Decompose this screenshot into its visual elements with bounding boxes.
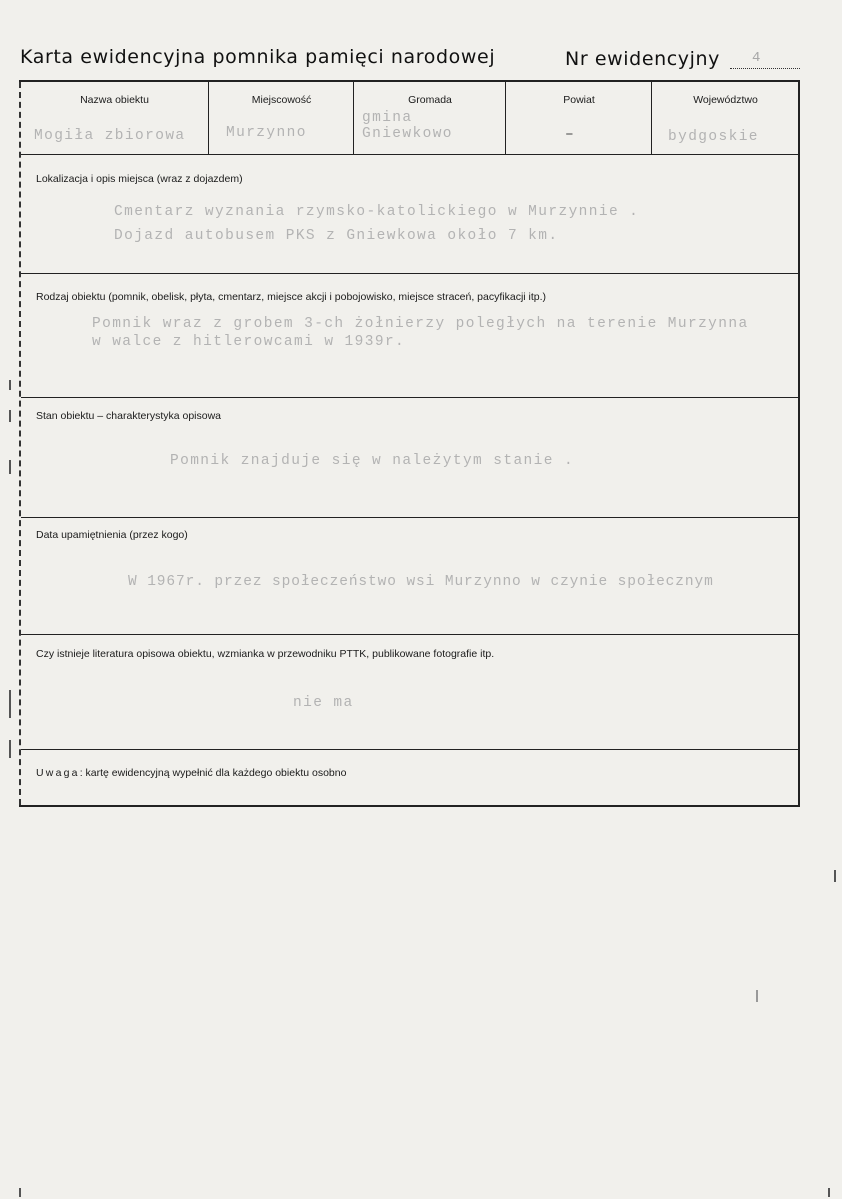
location-line-1: Cmentarz wyznania rzymsko-katolickiego w Murzynnie . <box>114 204 640 220</box>
margin-mark <box>828 1188 830 1197</box>
column-label-commune: Gromada <box>408 94 452 106</box>
condition-line-1: Pomnik znajduje się w należytym stanie . <box>170 453 575 469</box>
column-label-county: Powiat <box>563 94 595 106</box>
object-type-line-2: w walce z hitlerowcami w 1939r. <box>92 334 406 350</box>
section-divider <box>21 749 798 750</box>
margin-mark <box>9 460 11 474</box>
margin-mark <box>9 410 11 422</box>
form-frame <box>19 80 800 807</box>
note-prefix: Uwaga <box>36 767 80 779</box>
section-divider <box>21 634 798 635</box>
commemoration-label: Data upamiętnienia (przez kogo) <box>36 529 188 541</box>
commune-value: Gniewkowo <box>362 126 453 142</box>
note-text: : kartę ewidencyjną wypełnić dla każdego obiektu osobno <box>79 767 347 779</box>
object-type-label: Rodzaj obiektu (pomnik, obelisk, płyta, cmentarz, miejsce akcji i pobojowisko, miejsce straceń, pacyfikacji itp.) <box>36 291 547 303</box>
margin-mark <box>756 990 758 1002</box>
column-label-province: Województwo <box>693 94 758 106</box>
province-value: bydgoskie <box>668 129 759 145</box>
record-number-label: Nr ewidencyjny <box>565 48 721 70</box>
condition-label: Stan obiektu – charakterystyka opisowa <box>36 410 222 422</box>
section-divider <box>21 154 798 155</box>
margin-mark <box>834 870 836 882</box>
margin-mark <box>9 740 11 758</box>
form-left-edge <box>19 82 21 805</box>
location-label: Lokalizacja i opis miejsca (wraz z dojazdem) <box>36 173 243 185</box>
column-divider <box>353 82 354 154</box>
locality-value: Murzynno <box>226 125 307 141</box>
section-divider <box>21 397 798 398</box>
margin-mark <box>9 690 11 718</box>
literature-line-1: nie ma <box>293 695 354 711</box>
commemoration-line-1: W 1967r. przez społeczeństwo wsi Murzynno w czynie społecznym <box>128 574 714 590</box>
county-value: – <box>565 127 576 143</box>
column-divider <box>208 82 209 154</box>
commune-prefix-value: gmina <box>362 110 413 126</box>
object-name-value: Mogiła zbiorowa <box>34 128 186 144</box>
column-divider <box>505 82 506 154</box>
column-label-locality: Miejscowość <box>251 94 312 106</box>
column-divider <box>651 82 652 154</box>
section-divider <box>21 273 798 274</box>
object-type-line-1: Pomnik wraz z grobem 3-ch żołnierzy poległych na terenie Murzynna <box>92 316 749 332</box>
literature-label: Czy istnieje literatura opisowa obiektu, wzmianka w przewodniku PTTK, publikowane fotografie itp. <box>36 648 495 660</box>
column-label-name: Nazwa obiektu <box>80 94 149 106</box>
record-number-line <box>730 68 800 69</box>
location-line-2: Dojazd autobusem PKS z Gniewkowa około 7 km. <box>114 228 559 244</box>
record-number-value: 4 <box>752 50 761 66</box>
margin-mark <box>19 1188 21 1197</box>
form-title: Karta ewidencyjna pomnika pamięci narodowej <box>20 46 496 68</box>
note-label <box>36 767 346 779</box>
section-divider <box>21 517 798 518</box>
margin-mark <box>9 380 11 390</box>
